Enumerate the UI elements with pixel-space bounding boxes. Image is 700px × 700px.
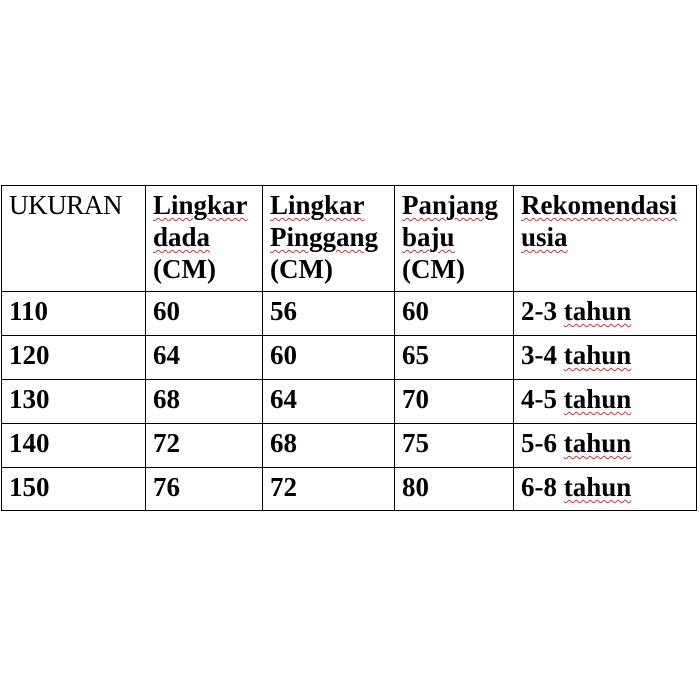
header-panjang-baju-line1: Panjang — [402, 190, 499, 220]
header-ukuran — [2, 186, 146, 292]
age-range: 4-5 — [521, 384, 557, 414]
table-header-row — [2, 186, 697, 292]
header-panjang-baju-line3: (CM) — [402, 254, 465, 284]
header-lingkar-pinggang-line2: Pinggang — [270, 222, 379, 252]
table-row — [2, 424, 697, 468]
cell-lingkar-dada: 68 — [146, 380, 263, 424]
cell-rekomendasi-usia — [514, 468, 697, 511]
header-lingkar-dada — [146, 186, 263, 292]
cell-lingkar-pinggang: 72 — [263, 468, 395, 511]
header-ukuran-text: UKURAN — [9, 190, 123, 220]
header-lingkar-dada-line2: dada — [153, 222, 211, 252]
age-range: 5-6 — [521, 428, 557, 458]
age-unit: tahun — [563, 340, 632, 370]
cell-lingkar-pinggang: 64 — [263, 380, 395, 424]
header-rekomendasi-usia-line1: Rekomendasi — [521, 190, 678, 220]
cell-lingkar-dada: 64 — [146, 336, 263, 380]
cell-lingkar-pinggang: 68 — [263, 424, 395, 468]
header-lingkar-pinggang — [263, 186, 395, 292]
header-lingkar-dada-line3: (CM) — [153, 254, 216, 284]
cell-panjang-baju: 75 — [395, 424, 514, 468]
cell-panjang-baju: 80 — [395, 468, 514, 511]
table-row — [2, 292, 697, 336]
cell-panjang-baju: 65 — [395, 336, 514, 380]
cell-ukuran: 150 — [2, 468, 146, 511]
cell-panjang-baju: 60 — [395, 292, 514, 336]
header-rekomendasi-usia — [514, 186, 697, 292]
cell-lingkar-pinggang: 56 — [263, 292, 395, 336]
header-lingkar-pinggang-line1: Lingkar — [270, 190, 365, 220]
age-range: 2-3 — [521, 296, 557, 326]
table-row — [2, 336, 697, 380]
table-row — [2, 380, 697, 424]
cell-lingkar-dada: 76 — [146, 468, 263, 511]
header-panjang-baju-line2: baju — [402, 222, 455, 252]
cell-ukuran: 130 — [2, 380, 146, 424]
cell-ukuran: 120 — [2, 336, 146, 380]
header-rekomendasi-usia-line2: usia — [521, 222, 568, 252]
cell-rekomendasi-usia — [514, 292, 697, 336]
cell-lingkar-pinggang: 60 — [263, 336, 395, 380]
cell-ukuran: 140 — [2, 424, 146, 468]
header-panjang-baju — [395, 186, 514, 292]
table-row — [2, 468, 697, 511]
age-unit: tahun — [563, 472, 632, 502]
age-unit: tahun — [563, 428, 632, 458]
age-range: 6-8 — [521, 472, 557, 502]
age-unit: tahun — [563, 384, 632, 414]
cell-ukuran: 110 — [2, 292, 146, 336]
age-unit: tahun — [563, 296, 632, 326]
header-lingkar-dada-line1: Lingkar — [153, 190, 248, 220]
cell-lingkar-dada: 72 — [146, 424, 263, 468]
cell-rekomendasi-usia — [514, 336, 697, 380]
header-lingkar-pinggang-line3: (CM) — [270, 254, 333, 284]
cell-lingkar-dada: 60 — [146, 292, 263, 336]
cell-rekomendasi-usia — [514, 424, 697, 468]
size-chart-table — [1, 185, 697, 511]
cell-panjang-baju: 70 — [395, 380, 514, 424]
age-range: 3-4 — [521, 340, 557, 370]
cell-rekomendasi-usia — [514, 380, 697, 424]
